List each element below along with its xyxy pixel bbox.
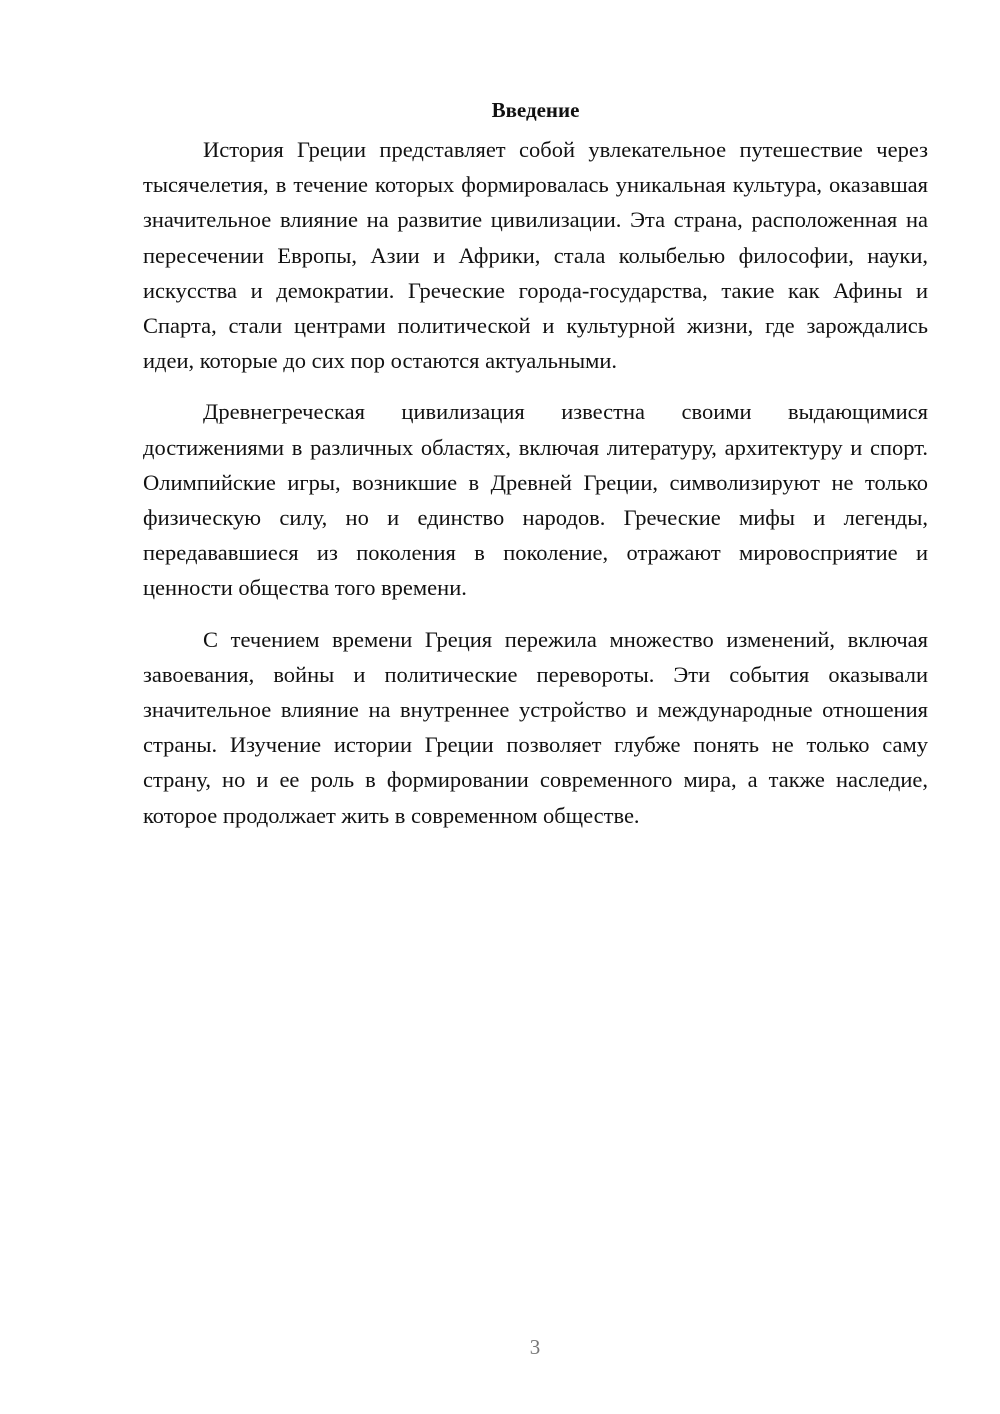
paragraph-2: Древнегреческая цивилизация известна своими выдающимися достижениями в различных областях, включая литературу, архитектуру и спорт. Олимпийские игры, возникшие в Древней Греции, символизируют не только физическую силу, но и единство народов. Греческие мифы и легенды, передававшиеся из поколения в поколение, отражают мировосприятие и ценности общества того времени.	[143, 399, 928, 601]
paragraph-3: С течением времени Греция пережила множество изменений, включая завоевания, войны и политические перевороты. Эти события оказывали значительное влияние на внутреннее устройство и международные отношения страны. Изучение истории Греции позволяет глубже понять не только саму страну, но и ее роль в формировании современного мира, а также наследие, которое продолжает жить в современном обществе.	[143, 626, 928, 828]
page-title: Введение	[491, 98, 580, 122]
paragraph-1: История Греции представляет собой увлекательное путешествие через тысячелетия, в течение которых формировалась уникальная культура, оказавшая значительное влияние на развитие цивилизации. Эта страна, расположенная на пересечении Европы, Азии и Африки, стала колыбелью философии, науки, искусства и демократии. Греческие города-государства, такие как Афины и Спарта, стали центрами политической и культурной жизни, где зарождались идеи, которые до сих пор остаются актуальными.	[143, 137, 928, 374]
page-number: 3	[529, 1335, 541, 1359]
document-page	[143, 96, 928, 849]
